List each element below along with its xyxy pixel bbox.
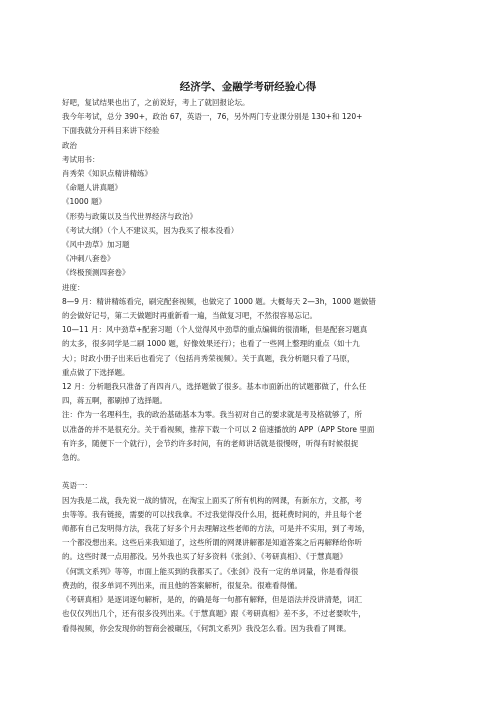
text-line: 我今年考试，总分 390+，政治 67，英语一，76，另外两门专业课分别是 130+和 120+ bbox=[62, 112, 363, 122]
text-line: 费劲的，很多单词不列出来，而且他的答案解析，很复杂。很难看得懂。 bbox=[62, 580, 302, 590]
text-line: 的会做好记号，第二天做题时再重新看一遍，当做复习吧，不然很容易忘记。 bbox=[62, 311, 317, 321]
text-line: 进度： bbox=[62, 282, 85, 292]
text-line: 《何凯文系列》等等，市面上能买到的我都买了。《张剑》没有一定的单词量，你是看得很 bbox=[62, 566, 359, 576]
document-body bbox=[62, 96, 436, 636]
text-line: 8—9 月：精讲精练看完，刷完配套视频，也做完了 1000 题。大概每天 2—3h，1000 题做错 bbox=[62, 296, 376, 306]
text-line: 也仅仅列出几个，还有很多没列出来。《于慧真题》跟《考研真相》差不多，不过老要吹牛， bbox=[62, 609, 366, 619]
text-line: 考试用书： bbox=[62, 154, 100, 164]
text-line: 好吧，复试结果也出了，之前说好，考上了就回报论坛。 bbox=[62, 98, 250, 107]
text-line: 《终极预测四套卷》 bbox=[62, 268, 130, 278]
text-line: 一个都没想出来。这些后来我知道了，这些所谓的网课讲解都是知道答案之后再解释给你听 bbox=[62, 538, 362, 548]
text-line: 10—11 月：风中劲草+配套习题（个人觉得风中劲草的重点编辑的很清晰，但是配套习题真 bbox=[62, 325, 368, 335]
text-line: 《1000 题》 bbox=[62, 197, 106, 207]
text-line: 虫等等。我有链接，需要的可以找我拿。不过我觉得没什么用，挺耗费时间的，并且每个老 bbox=[62, 509, 362, 519]
text-line: 急的。 bbox=[62, 453, 85, 463]
text-line: 《冲刺八套卷》 bbox=[62, 254, 115, 264]
text-line: 的。这些时课一点用都没。另外我也买了好多资料《张剑》、《考研真相》、《于慧真题》 bbox=[62, 552, 347, 562]
text-line: 看得视频，你会发现你的智商会被碾压，《何凯文系列》我没怎么看。因为我看了网课。 bbox=[62, 623, 351, 633]
text-line: 重点做了下选择题。 bbox=[62, 367, 130, 377]
text-line: 12 月：分析题我只准备了肖四肖八，选择题做了很多。基本市面新出的试题都做了，什么任 bbox=[62, 382, 367, 392]
text-line: 注：作为一名理科生，我的政治基础基本为零。我当初对自己的要求就是考及格就够了，所 bbox=[62, 410, 362, 420]
text-line: 英语一： bbox=[62, 481, 92, 491]
text-line: 政治 bbox=[62, 140, 77, 150]
text-line: 《考试大纲》（个人不建议买，因为我买了根本没看） bbox=[62, 225, 239, 235]
text-line: 大）；时政小册子出来后也看完了（包括肖秀荣视频）。关于真题，我分析题只看了马原， bbox=[62, 353, 355, 363]
text-line: 四，蒋五啊，都刷掉了选择题。 bbox=[62, 396, 167, 406]
text-line: 《考研真相》是逐词逐句解析，是的，的确是每一句都有解释，但是语法并没讲清楚，词汇 bbox=[62, 595, 362, 605]
text-line: 《风中劲草》加习题 bbox=[62, 240, 130, 250]
blank-line bbox=[62, 465, 436, 479]
text-line: 肖秀荣《知识点精讲精练》 bbox=[62, 169, 152, 179]
text-line: 师都有自己发明得方法，我花了好多个月去理解这些老师的方法，可是并不实用，到了考场， bbox=[62, 524, 370, 534]
text-line: 因为我是二战，我先说一战的情况，在淘宝上面买了所有机构的网课，有新东方，文都，考 bbox=[62, 495, 362, 505]
text-line: 下面我就分开科目来讲下经验 bbox=[62, 126, 160, 136]
text-line: 《命题人讲真题》 bbox=[62, 183, 122, 193]
document-title: 经济学、金融学考研经验心得 bbox=[179, 81, 317, 93]
text-line: 的太多，很多同学是二刷 1000 题，好像效果还行）；也看了一些网上整理的重点（如十九 bbox=[62, 339, 360, 349]
text-line: 有许多，随便下一个就行），会节约许多时间，有的老师讲话就是很慢呀，听得有时候很捉 bbox=[62, 438, 359, 448]
text-line: 以准备的并不是很充分。关于看视频，推荐下载一个可以 2 倍速播放的 APP（APP Store 里面 bbox=[62, 424, 375, 434]
text-line: 《形势与政策以及当代世界经济与政治》 bbox=[62, 211, 197, 221]
